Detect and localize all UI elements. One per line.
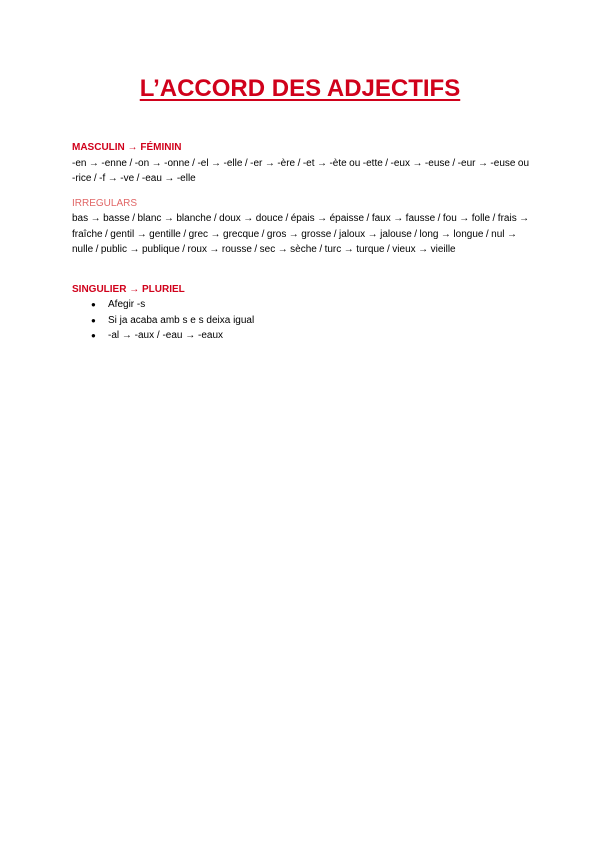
list-item-text: -al → -aux / -eau → -eaux — [108, 330, 224, 341]
bullet-icon: ● — [91, 315, 96, 325]
rules-masc-fem: -en → -enne / -on → -onne / -el → -elle / -er → -ère / -et → -ète ou -ette / -eux → -euse / -eur → -euse ou -rice / -f → -ve / -eau → -elle — [72, 157, 530, 184]
bullet-icon: ● — [91, 300, 96, 309]
section-spacer — [72, 258, 532, 282]
irregulars-heading: IRREGULARS — [72, 197, 138, 209]
page-content — [72, 140, 532, 344]
list-item-text: Si ja acaba amb s e s deixa igual — [108, 314, 255, 326]
plural-rules-list — [72, 297, 532, 344]
section-singular-plural — [72, 282, 532, 344]
list-item — [72, 297, 532, 313]
list-item — [72, 313, 532, 329]
list-item — [72, 328, 532, 344]
section-heading-masc-fem: MASCULIN → FÉMININ — [72, 142, 182, 153]
page-title: L’ACCORD DES ADJECTIFS — [139, 75, 461, 102]
section-masculine-feminine — [72, 140, 532, 258]
bullet-icon: ● — [91, 331, 96, 340]
irregulars-list: bas → basse / blanc → blanche / doux → douce / épais → épaisse / faux → fausse / fou → folle / frais → fraîche / gentil → gentille / grec → grecque / gros → grosse / jaloux → jalouse / long → longue / nul → nulle / public → publique / roux → rousse / sec → sèche / turc → turque / vieux → vieille — [72, 213, 530, 255]
list-item-text: Afegir -s — [108, 299, 146, 310]
section-heading-sing-plur: SINGULIER → PLURIEL — [72, 283, 185, 295]
